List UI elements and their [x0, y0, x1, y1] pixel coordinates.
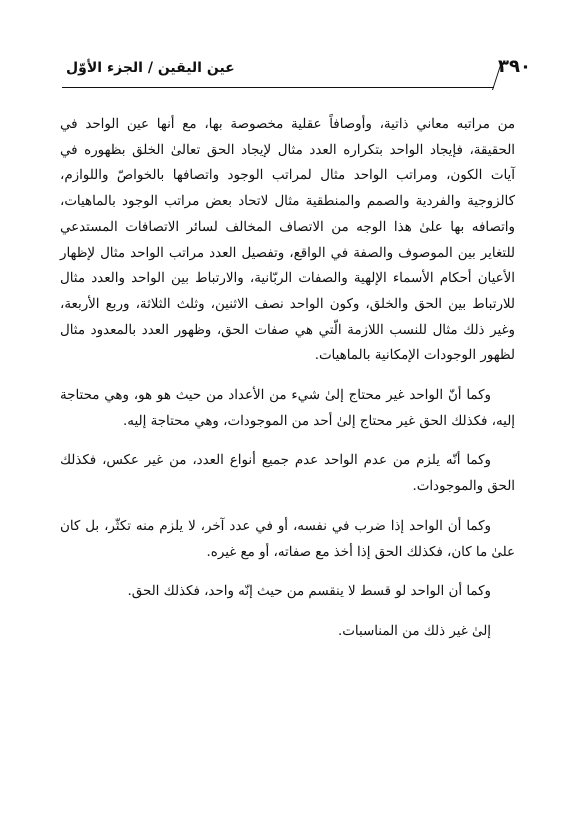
- paragraph-1: من مراتبه معاني ذاتية، وأوصافاً عقلية مخصوصة بها، مع أنها عين الواحد في الحقيقة، فإيجاد الواحد بتكراره العدد مثال لإيجاد الحق تعالىٰ الخلق بظهوره في آيات الكون، ومراتب الواحد مثال لمراتب الوجود واتصافها بالخواصّ واللوازم، كالزوجية والفردية والصمم والمنطقية مثال لاتحاد بعض مراتب الوجود بالماهيات، واتصافه بها علىٰ هذا الوجه من الاتصاف المخالف لسائر الاتصافات المستدعي للتغاير بين الموصوف والصفة في الواقع، وتفصيل العدد مراتب الواحد مثال لإظهار الأعيان أحكام الأسماء الإلهية والصفات الربّانية، والارتباط بين الواحد والعدد مثال للارتباط بين الحق والخلق، وكون الواحد نصف الاثنين، وثلث الثلاثة، وربع الأربعة، وغير ذلك مثال للنسب اللازمة الّتي هي صفات الحق، وظهور العدد بالمعدود مثال لظهور الوجودات الإمكانية بالماهيات.: [60, 117, 515, 364]
- paragraph-2: وكما أنّ الواحد غير محتاج إلىٰ شيء من الأعداد من حيث هو هو، وهي محتاجة إليه، فكذلك الحق غير محتاج إلىٰ أحد من الموجودات، وهي محتاجة إليه.: [60, 388, 515, 429]
- paragraph-4: وكما أن الواحد إذا ضرب في نفسه، أو في عدد آخر، لا يلزم منه تكثّر، بل كان علىٰ ما كان، فكذلك الحق إذا أخذ مع صفاته، أو مع غيره.: [60, 518, 515, 560]
- paragraph-6: إلىٰ غير ذلك من المناسبات.: [338, 623, 491, 639]
- paragraph-3: وكما أنّه يلزم من عدم الواحد عدم جميع أنواع العدد، من غير عكس، فكذلك الحق والموجودات.: [60, 453, 515, 495]
- paragraph-5: وكما أن الواحد لو قسط لا ينقسم من حيث إنّه واحد، فكذلك الحق.: [127, 584, 491, 600]
- running-title: عين اليقين / الجزء الأوّل: [66, 60, 235, 76]
- page-number: ٣٩٠: [498, 56, 531, 77]
- header-rule: [62, 87, 494, 88]
- body-text: [60, 112, 515, 645]
